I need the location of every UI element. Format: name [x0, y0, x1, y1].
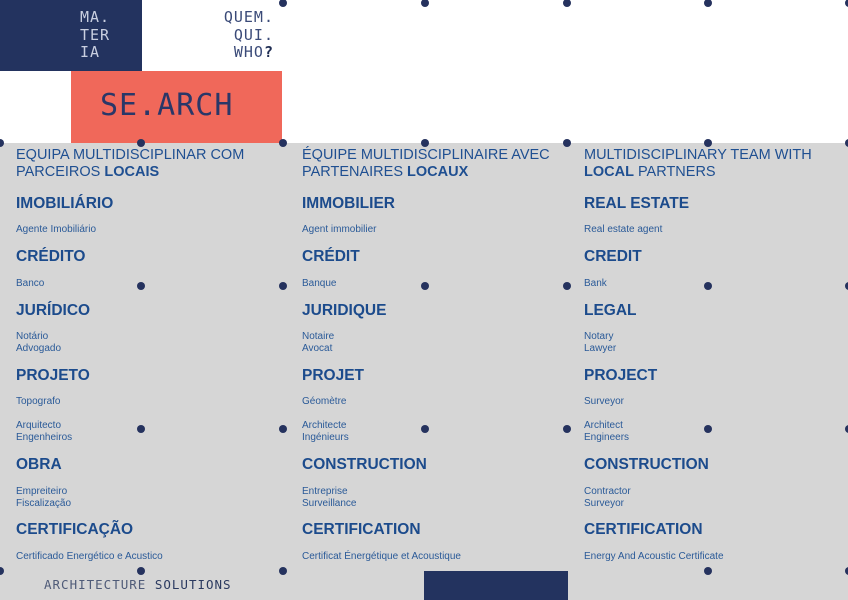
column-intro — [302, 147, 562, 181]
intro-line-1: EQUIPA MULTIDISCIPLINAR COM — [16, 147, 245, 163]
grid-dot — [704, 0, 712, 7]
list-item: Agent immobilier — [302, 224, 377, 235]
section-project: PROJETO — [16, 367, 90, 384]
list-item: Bank — [584, 278, 607, 289]
section-construction: CONSTRUCTION — [302, 456, 427, 473]
grid-dot — [421, 425, 429, 433]
column-french — [302, 147, 562, 577]
list-item: Agente Imobiliário — [16, 224, 97, 235]
section-project: PROJECT — [584, 367, 658, 384]
list-item: Engenheiros — [16, 432, 73, 443]
section-certification: CERTIFICATION — [302, 521, 421, 538]
section-legal: JURIDIQUE — [302, 302, 387, 319]
list-item: Fiscalização — [16, 498, 72, 509]
grid-dot — [421, 139, 429, 147]
list-item: Real estate agent — [584, 224, 663, 235]
grid-dot — [704, 567, 712, 575]
list-item: Architecte — [302, 420, 347, 431]
list-item: Lawyer — [584, 343, 617, 354]
logo-line-2: TER — [80, 25, 111, 44]
grid-dot — [563, 282, 571, 290]
grid-dot — [279, 425, 287, 433]
intro-bold: LOCAIS — [104, 164, 160, 180]
list-item: Energy And Acoustic Certificate — [584, 551, 724, 562]
search-title: SE.ARCH — [100, 88, 234, 123]
list-item: Ingénieurs — [302, 432, 349, 443]
grid-dot — [137, 139, 145, 147]
footer-word-2: SOLUTIONS — [154, 577, 232, 592]
grid-dot — [137, 282, 145, 290]
grid-dot — [279, 139, 287, 147]
grid-dot — [704, 425, 712, 433]
list-item: Banque — [302, 278, 337, 289]
list-item: Architect — [584, 420, 623, 431]
section-credit: CRÉDITO — [16, 248, 86, 265]
section-project: PROJET — [302, 367, 365, 384]
grid-dot — [137, 425, 145, 433]
list-item: Certificado Energético e Acustico — [16, 551, 163, 562]
intro-bold: LOCAL — [584, 164, 634, 180]
section-credit: CREDIT — [584, 248, 642, 265]
intro-tail: PARTNERS — [633, 164, 716, 180]
list-item: Notary — [584, 331, 614, 342]
grid-dot — [563, 139, 571, 147]
list-item: Surveyor — [584, 396, 625, 407]
list-item: Banco — [16, 278, 45, 289]
grid-dot — [704, 139, 712, 147]
section-legal: JURÍDICO — [16, 302, 91, 319]
grid-dot — [563, 425, 571, 433]
grid-dot — [279, 567, 287, 575]
grid-dot — [563, 0, 571, 7]
section-real-estate: REAL ESTATE — [584, 195, 690, 212]
intro-line-2: PARCEIROS — [16, 164, 105, 180]
grid-dot — [704, 282, 712, 290]
section-certification: CERTIFICATION — [584, 521, 703, 538]
logo-line-3: IA — [80, 43, 101, 61]
list-item: Certificat Énergétique et Acoustique — [302, 551, 461, 562]
list-item: Contractor — [584, 486, 631, 497]
who-line-3 — [200, 44, 274, 62]
section-construction: OBRA — [16, 456, 62, 473]
list-item: Empreiteiro — [16, 486, 68, 497]
section-real-estate: IMOBILIÁRIO — [16, 195, 114, 212]
logo-block — [0, 0, 142, 71]
list-item: Topografo — [16, 396, 61, 407]
column-intro — [16, 147, 276, 181]
section-credit: CRÉDIT — [302, 248, 360, 265]
intro-line-2: PARTENAIRES — [302, 164, 408, 180]
list-item: Avocat — [302, 343, 333, 354]
list-item: Notário — [16, 331, 49, 342]
intro-line-1: ÉQUIPE MULTIDISCIPLINAIRE AVEC — [302, 147, 550, 163]
list-item: Engineers — [584, 432, 630, 443]
grid-dot — [421, 282, 429, 290]
who-heading — [200, 9, 274, 62]
grid-dot — [137, 567, 145, 575]
list-item: Surveillance — [302, 498, 357, 509]
grid-dot — [279, 282, 287, 290]
intro-line-1: MULTIDISCIPLINARY TEAM WITH — [584, 147, 812, 163]
grid-dot — [279, 0, 287, 7]
section-legal: LEGAL — [584, 302, 637, 319]
intro-bold: LOCAUX — [407, 164, 469, 180]
who-line-2: QUI. — [233, 25, 274, 44]
section-construction: CONSTRUCTION — [584, 456, 709, 473]
list-item: Arquitecto — [16, 420, 62, 431]
list-item: Surveyor — [584, 498, 625, 509]
footer-block — [424, 571, 568, 600]
list-item: Advogado — [16, 343, 62, 354]
list-item: Géomètre — [302, 396, 347, 407]
section-real-estate: IMMOBILIER — [302, 195, 395, 212]
column-portuguese — [16, 147, 276, 577]
section-certification: CERTIFICAÇÃO — [16, 521, 134, 538]
logo-line-1: MA. — [80, 8, 111, 26]
footer-tagline — [44, 577, 232, 592]
footer-word-1: ARCHITECTURE — [44, 577, 147, 592]
column-english — [584, 147, 834, 577]
grid-dot — [421, 0, 429, 7]
question-mark: ? — [263, 43, 274, 61]
who-line-3-text: WHO — [233, 43, 264, 61]
who-line-1: QUEM. — [223, 8, 274, 26]
column-intro — [584, 147, 834, 181]
list-item: Notaire — [302, 331, 335, 342]
list-item: Entreprise — [302, 486, 348, 497]
logo — [80, 9, 110, 62]
